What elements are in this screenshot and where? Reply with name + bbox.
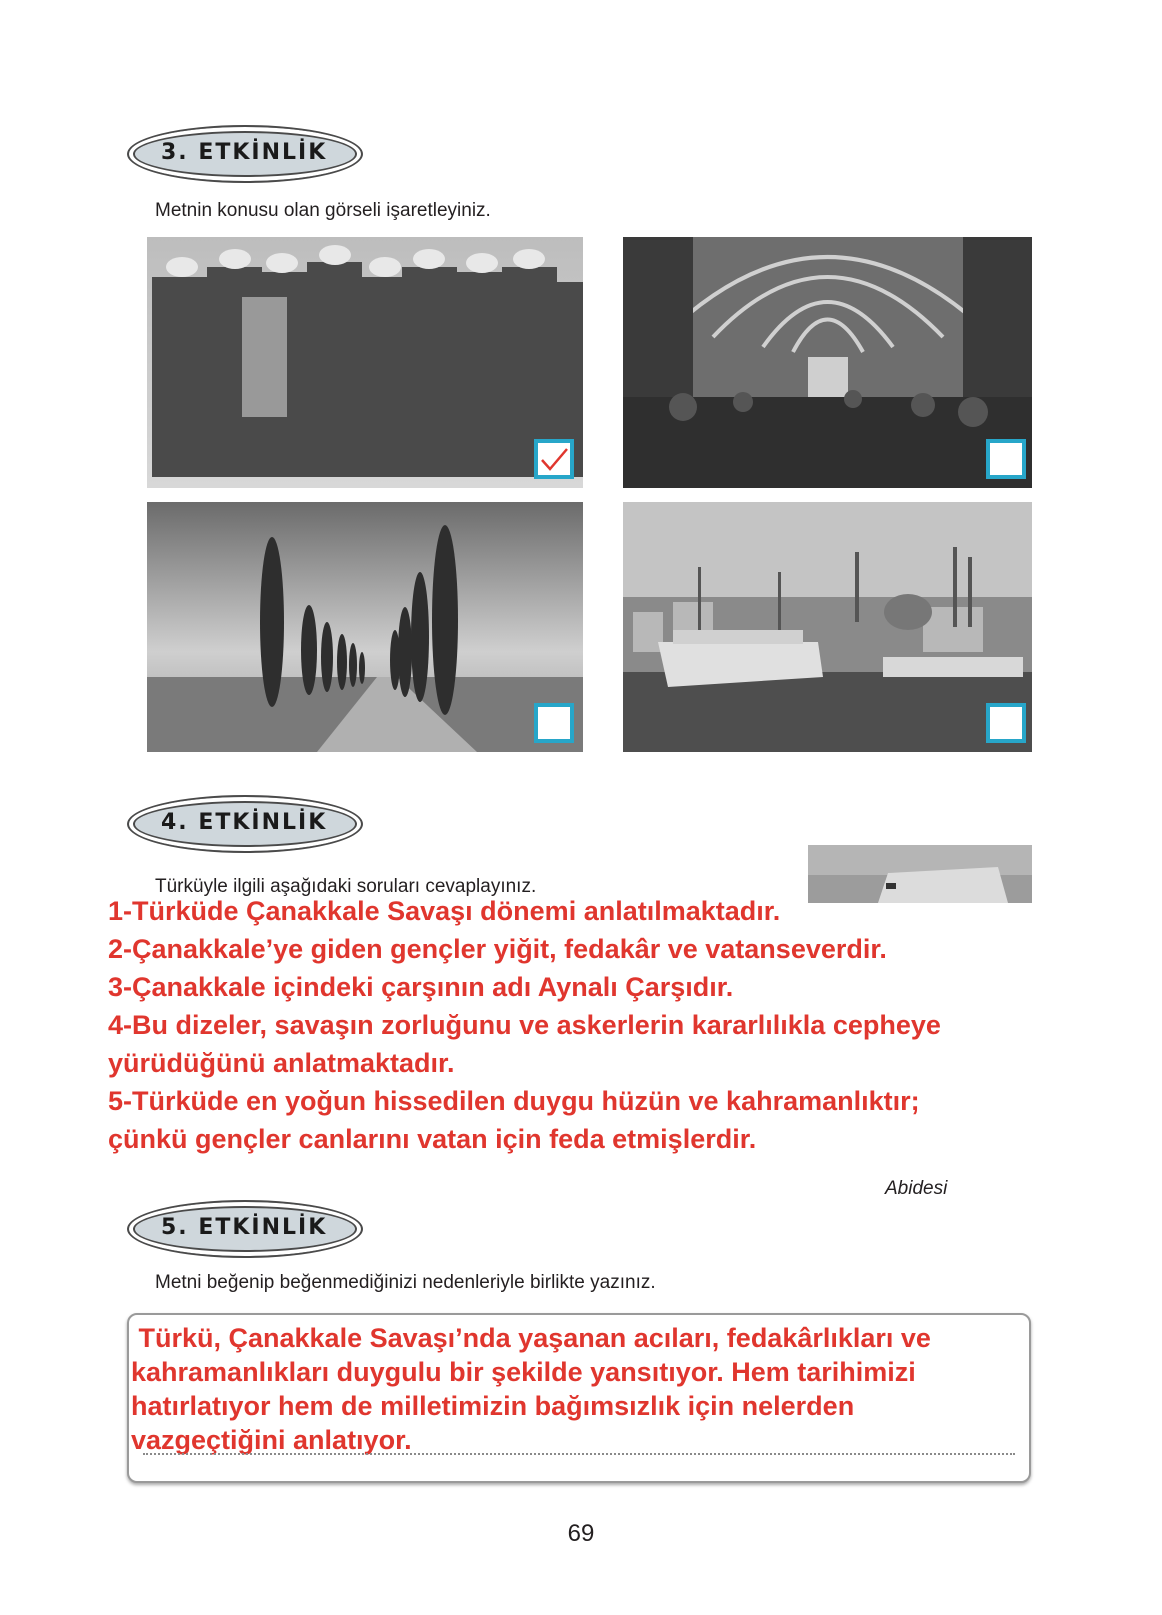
writing-line	[143, 1453, 1015, 1455]
activity-4-badge	[127, 795, 363, 853]
page-number: 69	[567, 1520, 595, 1547]
activity-5-instruction: Metni beğenip beğenmediğinizi nedenleriyle birlikte yazınız.	[155, 1272, 656, 1293]
answer-line: 3-Çanakkale içindeki çarşının adı Aynalı Çarşıdır.	[108, 972, 734, 1002]
answer-line: 2-Çanakkale’ye giden gençler yiğit, fedakâr ve vatanseverdir.	[108, 934, 887, 964]
activity-3-title: 3. ETKİNLİK	[161, 140, 328, 165]
answer-line: vazgeçtiğini anlatıyor.	[131, 1425, 412, 1455]
monument-caption: Abidesi	[885, 1178, 948, 1199]
checkmark-icon	[538, 443, 570, 475]
activity-3-badge	[127, 125, 363, 183]
activity-4-title: 4. ETKİNLİK	[161, 810, 328, 835]
answer-line: Türkü, Çanakkale Savaşı’nda yaşanan acıları, fedakârlıkları ve	[131, 1323, 931, 1353]
answer-line: hatırlatıyor hem de milletimizin bağımsızlık için nelerden	[131, 1391, 855, 1421]
answer-line: çünkü gençler canlarını vatan için feda etmişlerdir.	[108, 1124, 757, 1154]
activity-5-title: 5. ETKİNLİK	[161, 1215, 328, 1240]
soldiers-checkbox[interactable]	[534, 439, 574, 479]
answer-line: kahramanlıkları duygulu bir şekilde yansıtıyor. Hem tarihimizi	[131, 1357, 916, 1387]
activity-3-instruction: Metnin konusu olan görseli işaretleyiniz.	[155, 200, 491, 221]
cypress-road-photo	[147, 502, 583, 752]
istanbul-ferry-photo	[623, 502, 1032, 752]
activity-4-instruction: Türküyle ilgili aşağıdaki soruları cevaplayınız.	[155, 876, 537, 897]
istanbul-ferry-checkbox[interactable]	[986, 703, 1026, 743]
answer-line: yürüdüğünü anlatmaktadır.	[108, 1048, 455, 1078]
bazaar-photo	[623, 237, 1032, 488]
activity-5-answer-text	[131, 1321, 1029, 1457]
answer-line: 1-Türküde Çanakkale Savaşı dönemi anlatılmaktadır.	[108, 896, 781, 926]
soldiers-photo	[147, 237, 583, 488]
activity-5-answer-box[interactable]	[127, 1313, 1031, 1483]
bazaar-checkbox[interactable]	[986, 439, 1026, 479]
answer-line: 4-Bu dizeler, savaşın zorluğunu ve askerlerin kararlılıkla cepheye	[108, 1010, 941, 1040]
activity-5-badge	[127, 1200, 363, 1258]
answer-line: 5-Türküde en yoğun hissedilen duygu hüzün ve kahramanlıktır;	[108, 1086, 920, 1116]
cypress-road-checkbox[interactable]	[534, 703, 574, 743]
activity-4-answers	[108, 892, 1068, 1158]
